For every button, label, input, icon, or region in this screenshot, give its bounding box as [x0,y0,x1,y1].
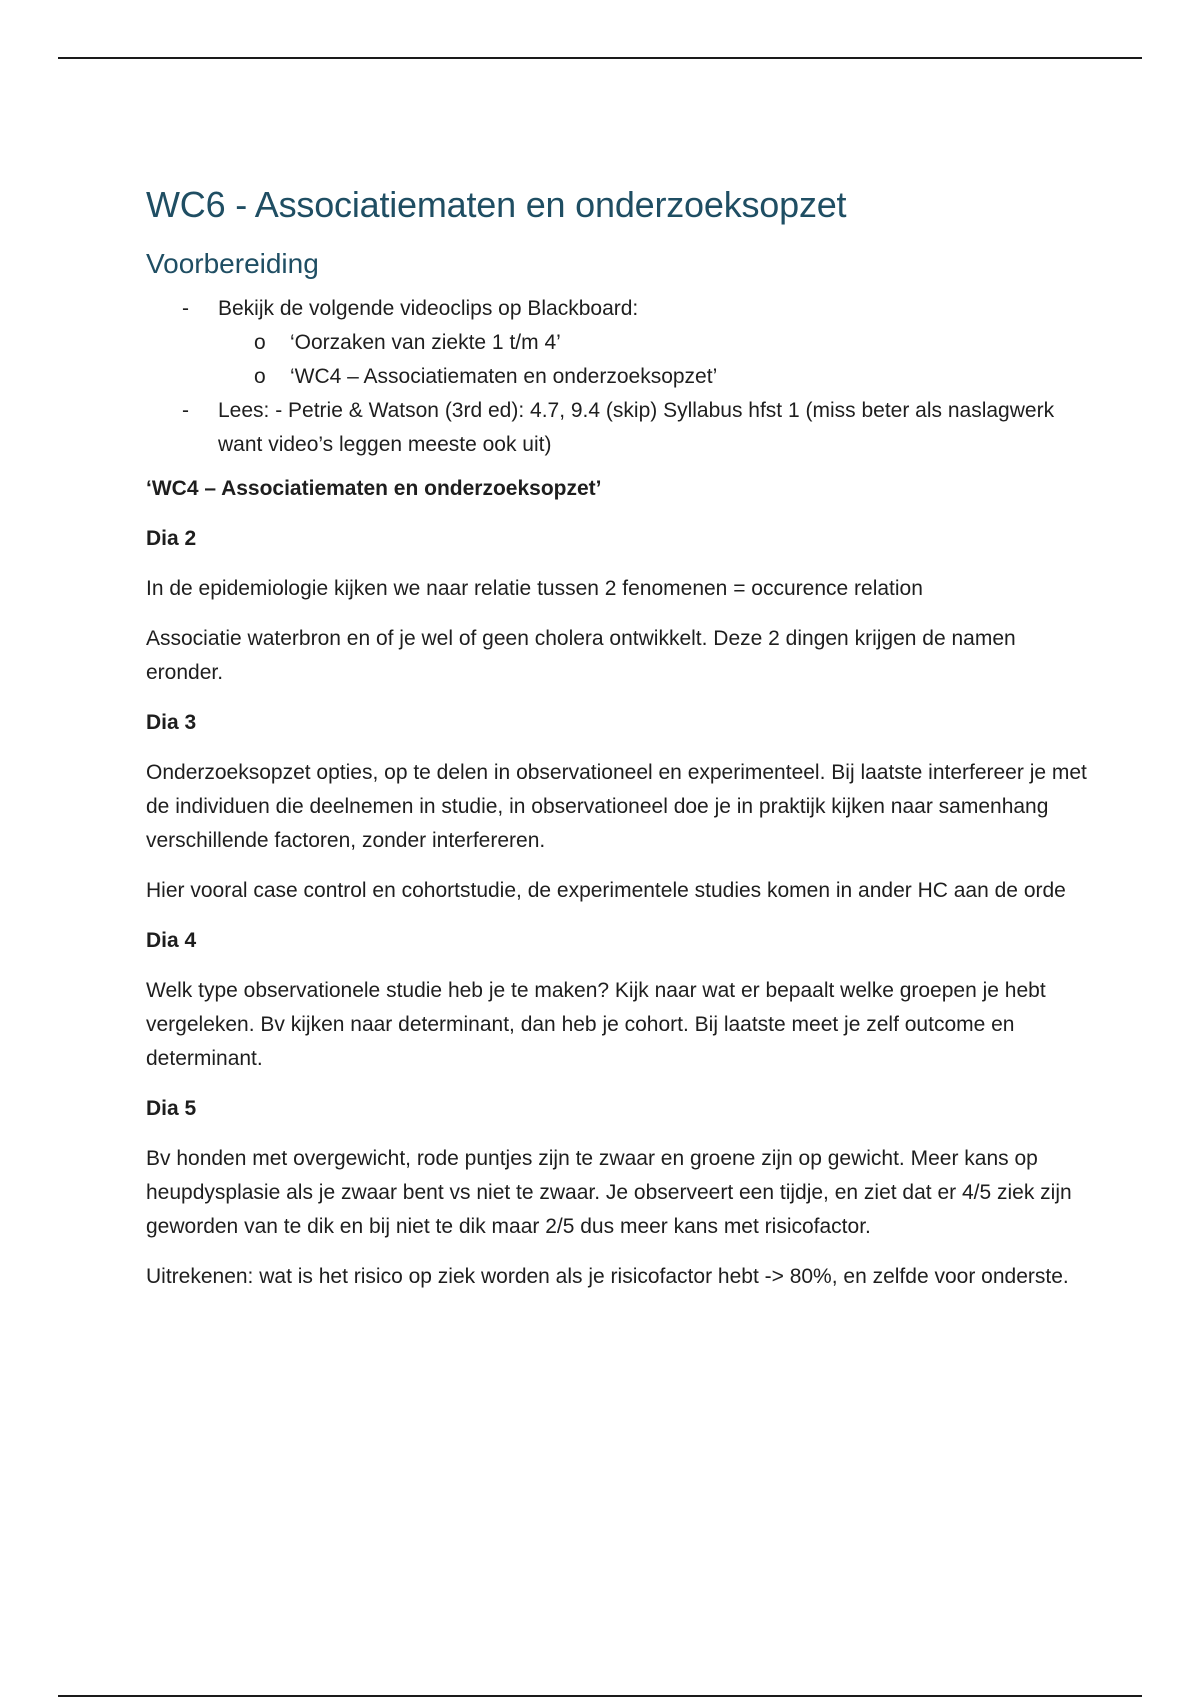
section-heading: Voorbereiding [146,248,319,279]
paragraph: Bv honden met overgewicht, rode puntjes zijn te zwaar en groene zijn op gewicht. Meer kans op heupdysplasie als je zwaar bent vs niet te zwaar. Je observeert een tijdje, en ziet dat er 4/5 ziek zijn geworden van te dik en bij niet te dik maar 2/5 dus meer kans met risicofactor. [146,1147,1072,1238]
slide-heading-dia-3: Dia 3 [146,711,197,734]
paragraph: Hier vooral case control en cohortstudie, de experimentele studies komen in ander HC aan de orde [146,879,1066,902]
slide-heading-dia-5: Dia 5 [146,1097,197,1120]
list-item-text: Lees: - Petrie & Watson (3rd ed): 4.7, 9.4 (skip) Syllabus hfst 1 (miss beter als naslagwerk want video’s leggen meeste ook uit) [218,399,1055,456]
subheading-wc4: ‘WC4 – Associatiematen en onderzoeksopzet’ [146,477,602,500]
sub-list-item [218,360,1096,394]
sub-list [218,326,1096,394]
document-body [146,180,1096,1294]
sub-list-item-text: ‘WC4 – Associatiematen en onderzoeksopzet’ [290,365,718,388]
sub-list-item [218,326,1096,360]
page-title: WC6 - Associatiematen en onderzoeksopzet [146,184,847,225]
paragraph: In de epidemiologie kijken we naar relatie tussen 2 fenomenen = occurence relation [146,577,923,600]
dash-bullet: - [182,297,189,320]
sub-list-item-text: ‘Oorzaken van ziekte 1 t/m 4’ [290,331,561,354]
circle-bullet: o [254,331,266,354]
list-item [146,394,1096,462]
paragraph: Associatie waterbron en of je wel of geen cholera ontwikkelt. Deze 2 dingen krijgen de namen eronder. [146,627,1016,684]
top-rule [58,57,1142,59]
dash-bullet: - [182,399,189,422]
list-item [146,292,1096,394]
bottom-rule [58,1695,1142,1697]
slide-heading-dia-4: Dia 4 [146,929,197,952]
list-item-text: Bekijk de volgende videoclips op Blackboard: [218,297,639,320]
slide-heading-dia-2: Dia 2 [146,527,197,550]
paragraph: Uitrekenen: wat is het risico op ziek worden als je risicofactor hebt -> 80%, en zelfde voor onderste. [146,1265,1069,1288]
paragraph: Onderzoeksopzet opties, op te delen in observationeel en experimenteel. Bij laatste interfereer je met de individuen die deelnemen in studie, in observationeel doe je in praktijk kijken naar samenhang verschillende factoren, zonder interfereren. [146,761,1087,852]
circle-bullet: o [254,365,266,388]
paragraph: Welk type observationele studie heb je te maken? Kijk naar wat er bepaalt welke groepen je hebt vergeleken. Bv kijken naar determinant, dan heb je cohort. Bij laatste meet je zelf outcome en determinant. [146,979,1046,1070]
prep-list [146,292,1096,462]
